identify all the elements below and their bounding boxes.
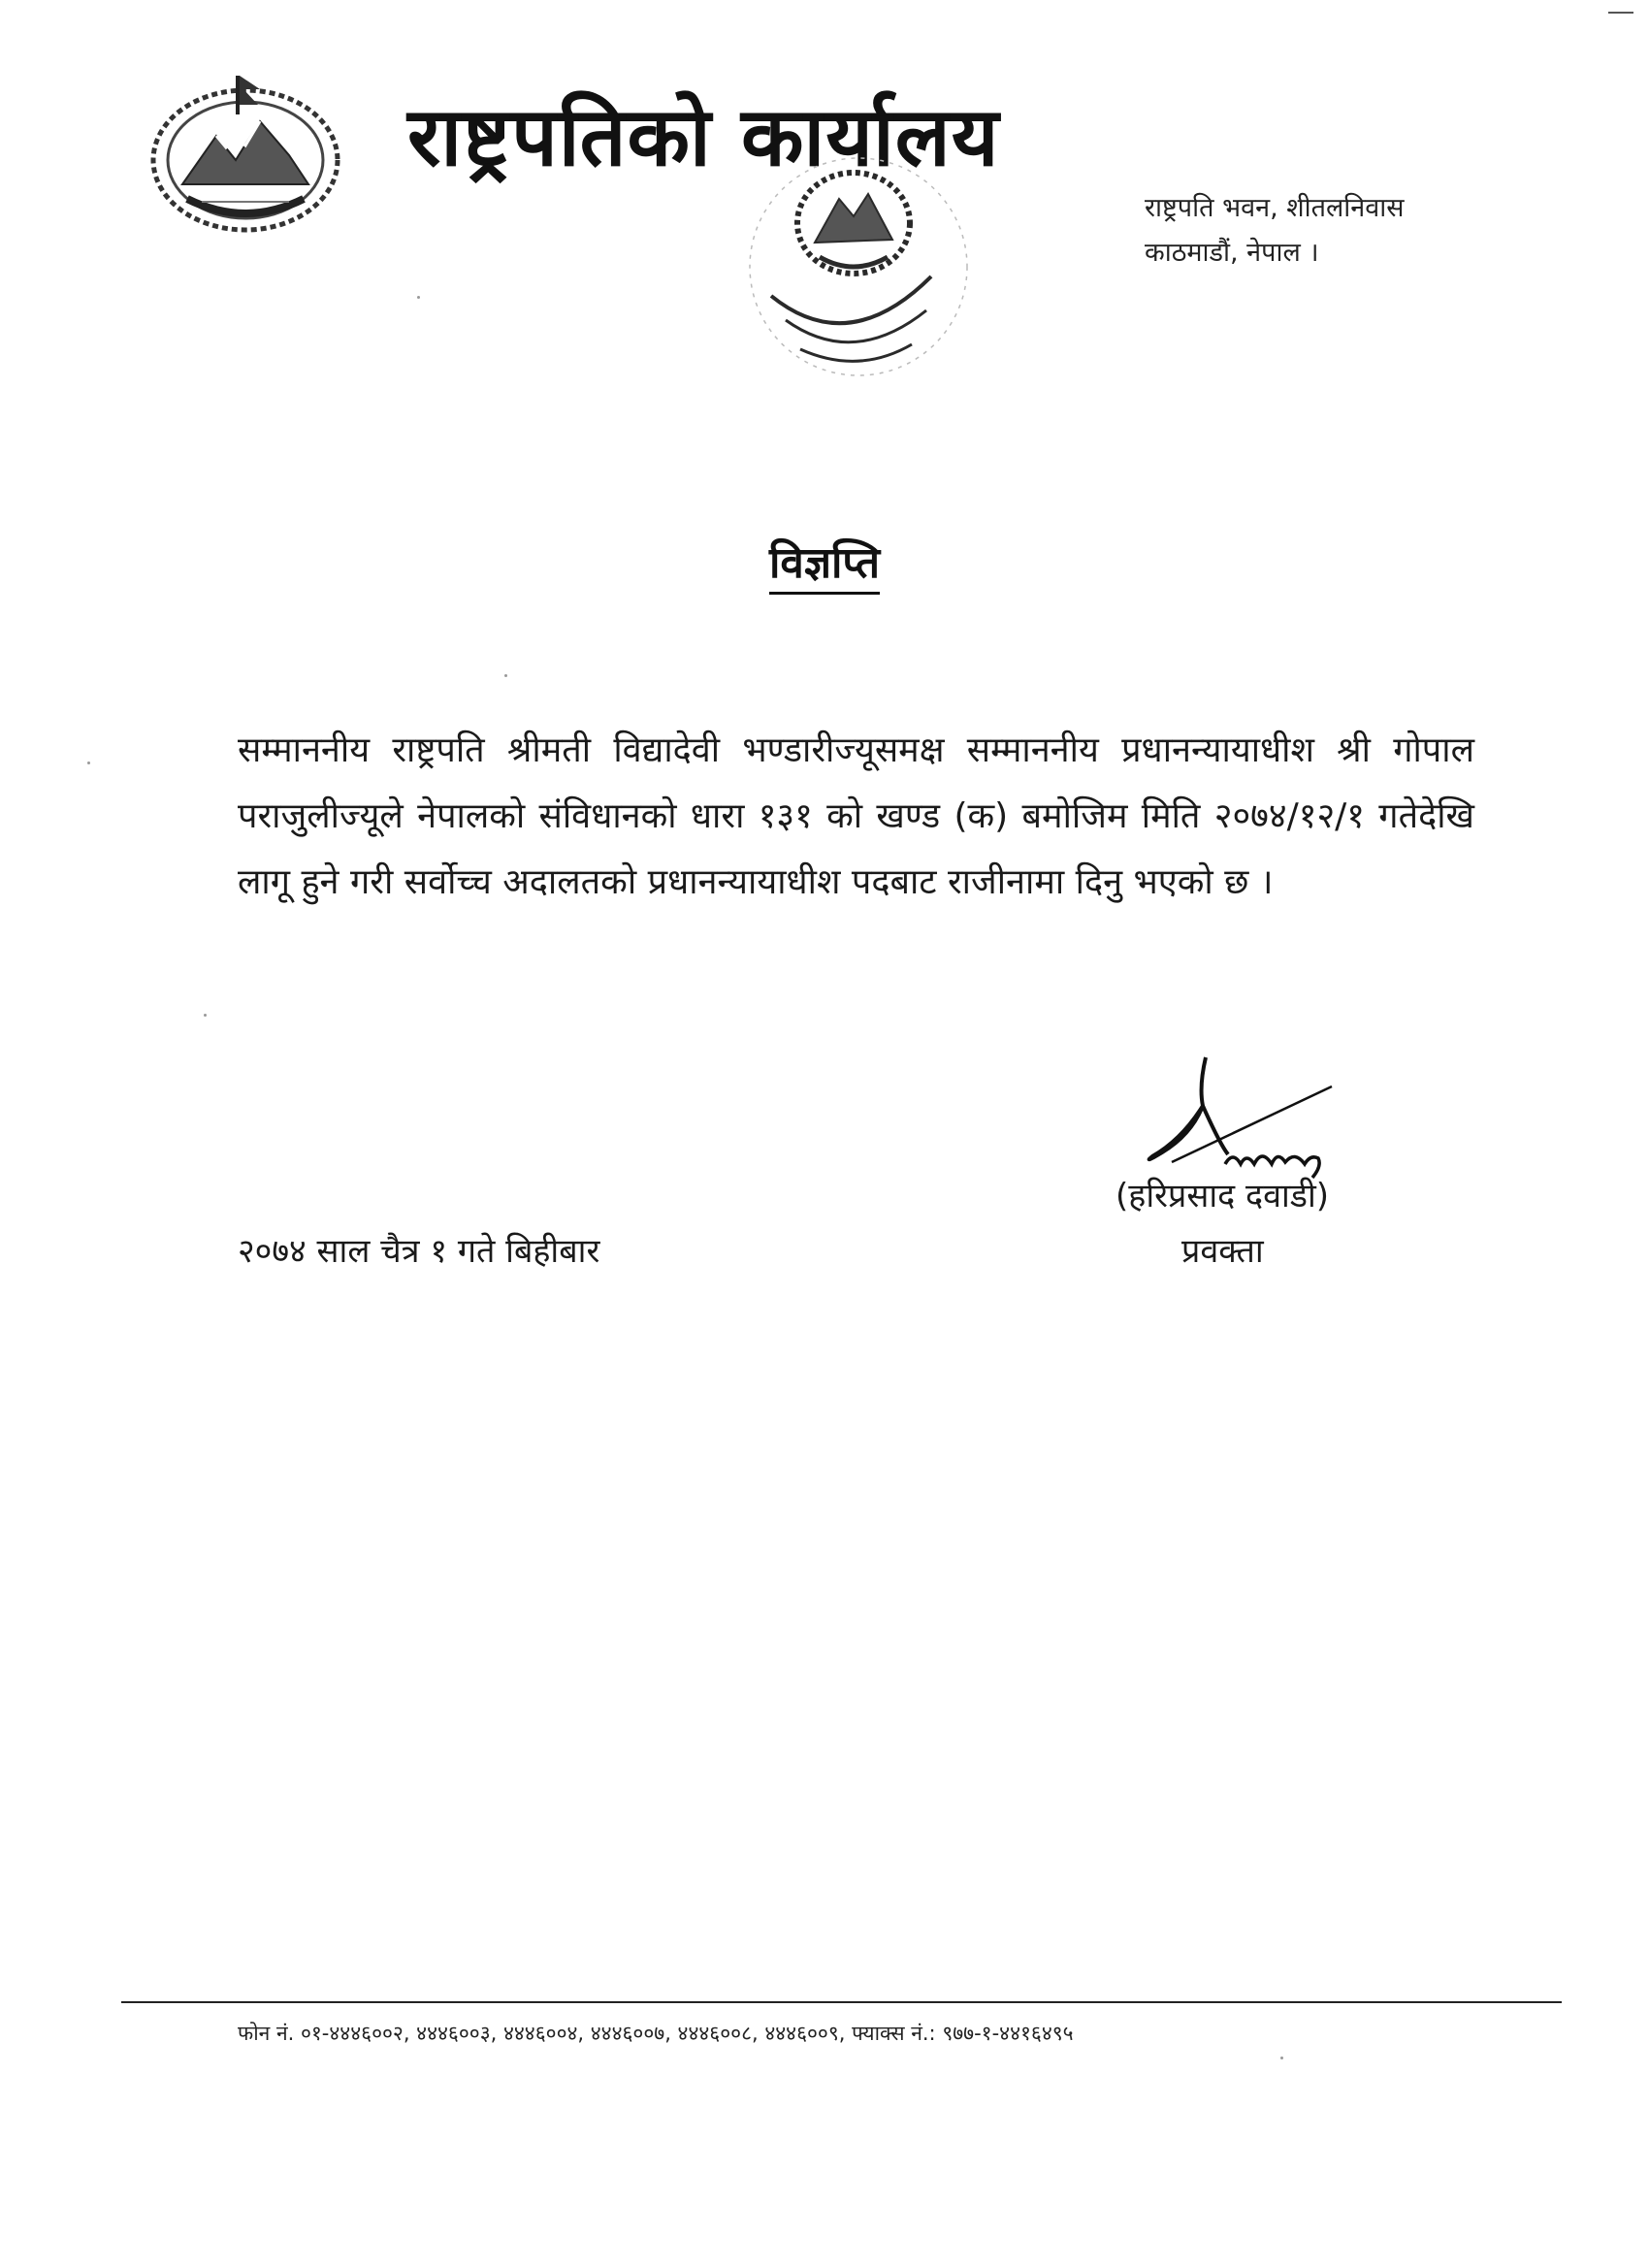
office-address: [1145, 186, 1405, 275]
address-line-1: राष्ट्रपति भवन, शीतलनिवास: [1145, 193, 1405, 223]
scan-speck: [417, 296, 420, 299]
office-title: राष्ट्रपतिको कार्यालय: [407, 89, 1000, 184]
national-emblem-icon: [144, 68, 347, 238]
scan-speck: [204, 1014, 207, 1017]
footer-divider: [121, 2001, 1562, 2003]
signatory-title: प्रवक्ता: [1181, 1232, 1264, 1271]
scan-speck: [1280, 2057, 1283, 2059]
notice-heading-text: विज्ञप्ति: [769, 538, 880, 595]
address-line-2: काठमाडौं, नेपाल ।: [1145, 238, 1319, 268]
scan-speck: [87, 761, 90, 764]
notice-heading: [0, 532, 1649, 590]
signatory-name: (हरिप्रसाद दवाडी): [1116, 1177, 1330, 1215]
scan-speck: [504, 674, 507, 677]
office-seal-stamp: [732, 150, 985, 383]
notice-body: सम्माननीय राष्ट्रपति श्रीमती विद्यादेवी भण्डारीज्यूसमक्ष सम्माननीय प्रधानन्यायाधीश श्री गोपाल पराजुलीज्यूले नेपालको संविधानको धारा १३१ को खण्ड (क) बमोजिम मिति २०७४/१२/१ गतेदेखि लागू हुने गरी सर्वोच्च अदालतको प्रधानन्यायाधीश पदबाट राजीनामा दिनु भएको छ ।: [238, 730, 1474, 902]
issue-date: २०७४ साल चैत्र १ गते बिहीबार: [238, 1232, 600, 1271]
footer-contact: फोन नं. ०१-४४४६००२, ४४४६००३, ४४४६००४, ४४४६००७, ४४४६००८, ४४४६००९, फ्याक्स नं.: ९७७-१-४४१६४९५: [238, 2022, 1074, 2045]
scan-mark: [1608, 12, 1633, 14]
